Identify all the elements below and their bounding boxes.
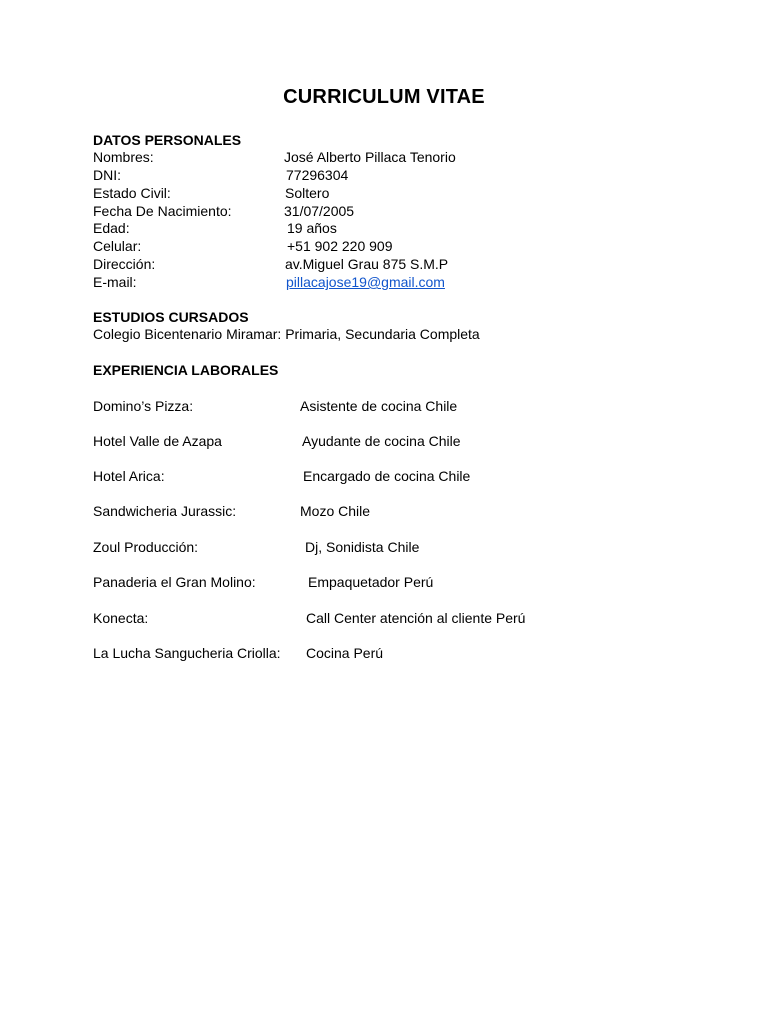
- value-dni: 77296304: [286, 167, 349, 183]
- value-estado-civil: Soltero: [285, 185, 330, 201]
- label-fecha-nacimiento: Fecha De Nacimiento:: [93, 203, 232, 219]
- experience-company: Sandwicheria Jurassic:: [93, 503, 237, 519]
- experience-company: La Lucha Sangucheria Criolla:: [93, 645, 281, 661]
- experience-company: Panaderia el Gran Molino:: [93, 574, 256, 590]
- experience-company: Domino’s Pizza:: [93, 398, 194, 414]
- document-title: CURRICULUM VITAE: [283, 86, 485, 108]
- value-nombres: José Alberto Pillaca Tenorio: [284, 149, 456, 165]
- personal-data-heading: DATOS PERSONALES: [93, 132, 242, 148]
- studies-text: Colegio Bicentenario Miramar: Primaria, Secundaria Completa: [93, 326, 480, 342]
- experience-heading: EXPERIENCIA LABORALES: [93, 362, 279, 378]
- experience-role: Empaquetador Perú: [308, 574, 434, 590]
- label-edad: Edad:: [93, 220, 130, 236]
- experience-role: Asistente de cocina Chile: [300, 398, 458, 414]
- experience-role: Call Center atención al cliente Perú: [306, 610, 526, 626]
- studies-heading: ESTUDIOS CURSADOS: [93, 309, 249, 325]
- experience-company: Hotel Arica:: [93, 468, 165, 484]
- experience-role: Mozo Chile: [300, 503, 371, 519]
- label-dni: DNI:: [93, 167, 121, 183]
- experience-company: Konecta:: [93, 610, 149, 626]
- experience-role: Cocina Perú: [306, 645, 384, 661]
- experience-company: Hotel Valle de Azapa: [93, 433, 222, 449]
- label-nombres: Nombres:: [93, 149, 154, 165]
- label-email: E-mail:: [93, 274, 137, 290]
- experience-role: Ayudante de cocina Chile: [302, 433, 461, 449]
- email-link[interactable]: pillacajose19@gmail.com: [286, 274, 445, 290]
- experience-role: Dj, Sonidista Chile: [305, 539, 420, 555]
- label-direccion: Dirección:: [93, 256, 156, 272]
- value-edad: 19 años: [287, 220, 337, 236]
- experience-company: Zoul Producción:: [93, 539, 199, 555]
- value-direccion: av.Miguel Grau 875 S.M.P: [285, 256, 449, 272]
- label-estado-civil: Estado Civil:: [93, 185, 171, 201]
- label-celular: Celular:: [93, 238, 142, 254]
- value-celular: +51 902 220 909: [287, 238, 393, 254]
- value-fecha-nacimiento: 31/07/2005: [284, 203, 355, 219]
- experience-role: Encargado de cocina Chile: [303, 468, 471, 484]
